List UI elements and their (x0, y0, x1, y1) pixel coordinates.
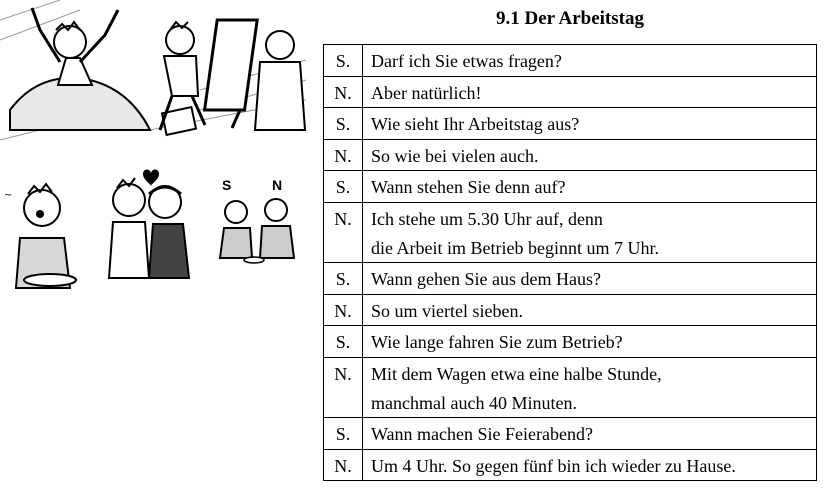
utterance-line: die Arbeit im Betrieb beginnt um 7 Uhr. (371, 237, 659, 258)
speaker-cell: N. (324, 202, 363, 262)
speaker-cell: S. (324, 108, 363, 140)
utterance-cell (363, 357, 817, 417)
dialogue-row (324, 263, 817, 295)
illustration-couple (97, 160, 197, 280)
speaker-cell: S. (324, 45, 363, 77)
utterance-cell (363, 449, 817, 481)
dialogue-row (324, 139, 817, 171)
utterance-line: Darf ich Sie etwas fragen? (371, 51, 562, 71)
utterance-cell (363, 76, 817, 108)
dialogue-row (324, 202, 817, 262)
utterance-cell (363, 294, 817, 326)
utterance-line: Mit dem Wagen etwa eine halbe Stunde, (371, 363, 662, 384)
dialogue-row (324, 108, 817, 140)
speaker-s-label: S (222, 177, 232, 193)
utterance-cell (363, 263, 817, 295)
utterance-line: Wann stehen Sie denn auf? (371, 177, 566, 198)
utterance-line: Wie sieht Ihr Arbeitstag aus? (371, 114, 580, 135)
speaker-cell: S. (324, 418, 363, 450)
utterance-line: So wie bei vielen auch. (371, 145, 539, 166)
utterance-line: Aber natürlich! (371, 82, 482, 103)
dialogue-table (323, 44, 817, 481)
utterance-line: Ich stehe um 5.30 Uhr auf, denn (371, 208, 603, 229)
speaker-cell: S. (324, 171, 363, 203)
utterance-line: Um 4 Uhr. So gegen fünf bin ich wieder zu Hause. (371, 455, 736, 476)
dialogue-row (324, 418, 817, 450)
utterance-cell (363, 418, 817, 450)
utterance-cell (363, 171, 817, 203)
utterance-cell (363, 45, 817, 77)
utterance-cell (363, 108, 817, 140)
speaker-cell: N. (324, 449, 363, 481)
speaker-cell: N. (324, 139, 363, 171)
utterance-line: Wann gehen Sie aus dem Haus? (371, 269, 601, 290)
dialogue-row (324, 357, 817, 417)
utterance-line: Wie lange fahren Sie zum Betrieb? (371, 332, 623, 353)
illustration-eating (0, 168, 82, 292)
speaker-cell: N. (324, 76, 363, 108)
dialogue-row (324, 449, 817, 481)
dialogue-row (324, 45, 817, 77)
dialogue-row (324, 294, 817, 326)
speaker-cell: N. (324, 294, 363, 326)
utterance-cell (363, 202, 817, 262)
utterance-line: So um viertel sieben. (371, 300, 523, 321)
speaker-cell: S. (324, 263, 363, 295)
utterance-line: manchmal auch 40 Minuten. (371, 392, 577, 413)
utterance-line: Wann machen Sie Feierabend? (371, 424, 593, 445)
speaker-cell: S. (324, 326, 363, 358)
dialogue-row (324, 326, 817, 358)
speaker-cell: N. (324, 357, 363, 417)
utterance-cell (363, 139, 817, 171)
illustration-conversation-s-n (208, 174, 302, 270)
dialogue-row (324, 171, 817, 203)
speaker-n-label: N (272, 177, 283, 193)
svg-text:~: ~ (4, 190, 13, 201)
dialogue-row (324, 76, 817, 108)
illustration-workday-top (0, 0, 306, 150)
page-title: 9.1 Der Arbeitstag (496, 8, 644, 29)
utterance-cell (363, 326, 817, 358)
